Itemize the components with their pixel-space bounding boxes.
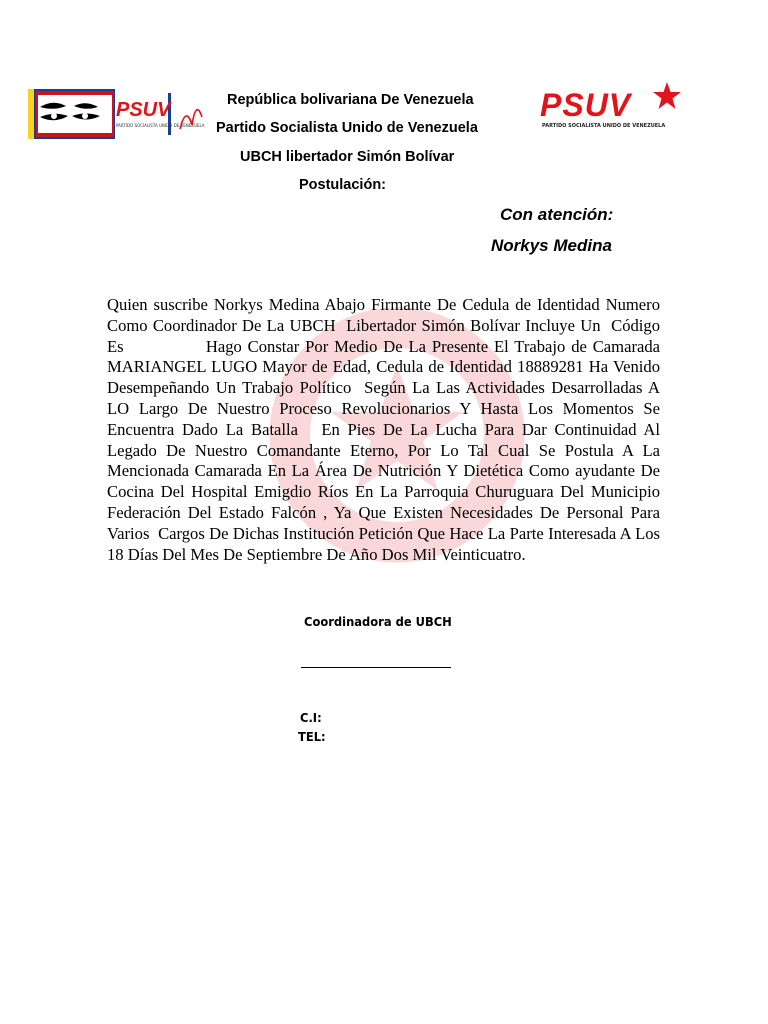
header-party: Partido Socialista Unido de Venezuela — [216, 120, 478, 136]
star-icon — [652, 81, 682, 111]
header-postulacion: Postulación: — [299, 177, 387, 193]
psuv-logo-left — [28, 89, 206, 139]
psuv-brand-text: PSUV — [116, 99, 171, 121]
signature-line — [301, 667, 451, 668]
psuv-logo-right — [500, 77, 716, 139]
tel-label: TEL: — [298, 729, 326, 744]
psuv-subtitle: PARTIDO SOCIALISTA UNIDO DE VENEZUELA — [116, 123, 205, 128]
psuv-brand-text: PSUV — [540, 87, 632, 123]
signature-title: Coordinadora de UBCH — [304, 614, 452, 629]
header-ubch: UBCH libertador Simón Bolívar — [240, 149, 455, 165]
body-paragraph: Quien suscribe Norkys Medina Abajo Firmante De Cedula de Identidad Numero Como Coordinador De La UBCH Libertador Simón Bolívar Incluye Un Código Es Hago Constar Por Medio De La Presente El Trabajo de Camarada MARIANGEL LUGO Mayor de Edad, Cedula de Identidad 18889281 Ha Venido Desempeñando Un Trabajo Político Según La Las Actividades Desarrolladas A LO Largo De Nuestro Proceso Revolucionarios Y Hasta Los Momentos Se Encuentra Dado La Batalla En Pies De La Lucha Para Dar Continuidad Al Legado De Nuestro Comandante Eterno, Por Lo Tal Cual Se Postula A La Mencionada Camarada En La Área De Nutrición Y Dietética Como ayudante De Cocina Del Hospital Emigdio Ríos En La Parroquia Churuguara Del Municipio Federación Del Estado Falcón , Ya Que Existen Necesidades De Personal Para Varios Cargos De Dichas Institución Petición Que Hace La Parte Interesada A Los 18 Días Del Mes De Septiembre De Año Dos Mil Veinticuatro. — [107, 295, 710, 564]
ci-label: C.I: — [300, 710, 322, 725]
signature-scribble-icon — [178, 95, 204, 135]
attention-label: Con atención: — [500, 205, 614, 224]
attention-name: Norkys Medina — [491, 236, 612, 255]
psuv-subtitle: PARTIDO SOCIALISTA UNIDO DE VENEZUELA — [542, 123, 666, 129]
header-republic: República bolivariana De Venezuela — [227, 92, 474, 108]
